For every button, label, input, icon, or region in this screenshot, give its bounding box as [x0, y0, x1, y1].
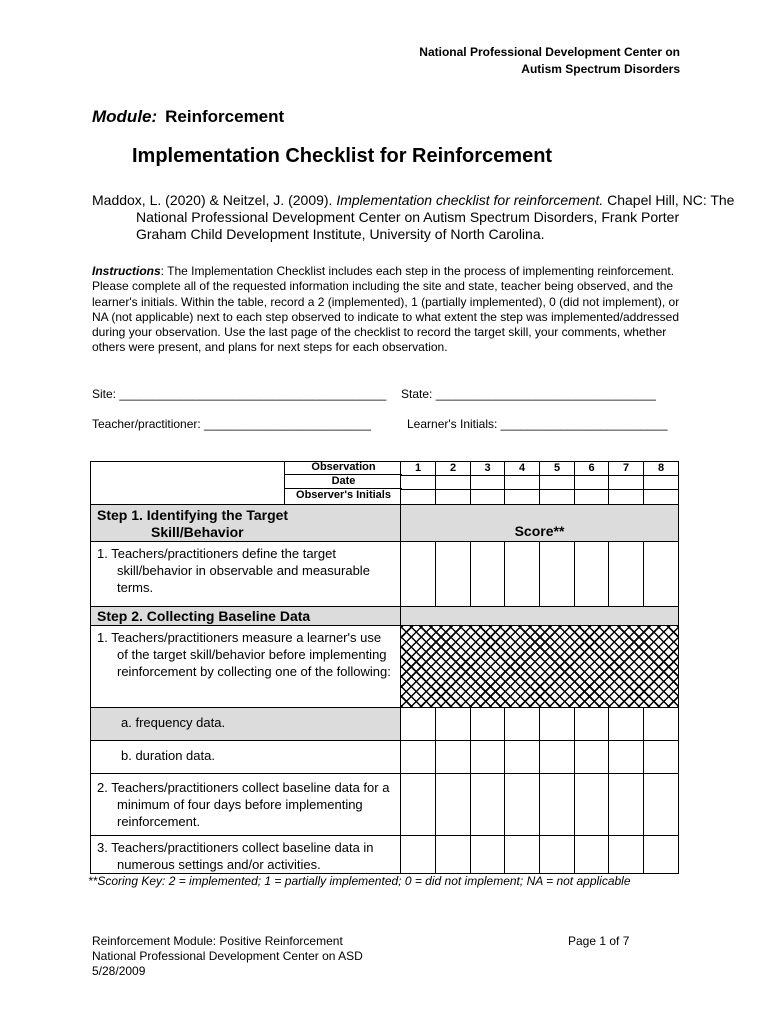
date-cell[interactable]: [609, 476, 644, 490]
score-cell[interactable]: [540, 836, 575, 874]
instructions-label: Instructions: [92, 264, 161, 278]
score-cell[interactable]: [471, 836, 505, 874]
observation-number: 4: [505, 462, 540, 476]
observation-number: 7: [609, 462, 644, 476]
instructions-text: : The Implementation Checklist includes each step in the process of implementing reinforcement. Please complete all of the requested information including the site and state, teacher being observed, and the learner's initials. Within the table, record a 2 (implemented), 1 (partially implemented), 0 (did not implement), or NA (not applicable) next to each step observed to indicate to what extent the step was implemented/addressed during your observation. Use the last page of the checklist to record the target skill, your comments, whether others were present, and plans for next steps for each observation.: [92, 264, 680, 355]
score-cell[interactable]: [505, 774, 540, 836]
date-cell[interactable]: [471, 476, 505, 490]
score-cell[interactable]: [609, 836, 644, 874]
score-cell[interactable]: [471, 708, 505, 741]
observation-number: 8: [644, 462, 679, 476]
score-cell[interactable]: [644, 774, 679, 836]
score-cell[interactable]: [644, 542, 679, 607]
state-field[interactable]: State: _________________________________: [401, 387, 656, 401]
citation-authors: Maddox, L. (2020) & Neitzel, J. (2009).: [92, 192, 333, 208]
date-cell[interactable]: [436, 476, 471, 490]
step-2-item-3: 3. Teachers/practitioners collect baseline data in numerous settings and/or activities.: [91, 836, 401, 874]
score-cell[interactable]: [401, 836, 436, 874]
header-line-1: National Professional Development Center on: [419, 45, 680, 59]
site-field[interactable]: Site: ________________________________________: [92, 387, 387, 401]
date-cell[interactable]: [575, 476, 609, 490]
observation-number: 2: [436, 462, 471, 476]
step-2-sub-b: b. duration data.: [91, 741, 401, 774]
step-2-heading: Step 2. Collecting Baseline Data: [91, 607, 401, 626]
score-cell[interactable]: [609, 774, 644, 836]
score-cell[interactable]: [505, 542, 540, 607]
score-cell[interactable]: [609, 542, 644, 607]
module-name: Reinforcement: [165, 107, 285, 126]
date-cell[interactable]: [505, 476, 540, 490]
header-line-2: Autism Spectrum Disorders: [521, 62, 680, 76]
score-cell[interactable]: [401, 708, 436, 741]
initials-cell[interactable]: [540, 490, 575, 505]
score-cell[interactable]: [436, 836, 471, 874]
citation-line-2: National Professional Development Center on Autism Spectrum Disorders, Frank Porter: [136, 209, 680, 225]
initials-cell[interactable]: [644, 490, 679, 505]
score-cell[interactable]: [505, 836, 540, 874]
step-2-fill: [401, 607, 679, 626]
observation-number: 1: [401, 462, 436, 476]
checklist-table: [90, 461, 679, 874]
score-cell[interactable]: [644, 708, 679, 741]
score-cell[interactable]: [540, 741, 575, 774]
score-cell[interactable]: [401, 542, 436, 607]
score-cell[interactable]: [540, 542, 575, 607]
initials-cell[interactable]: [401, 490, 436, 505]
score-cell[interactable]: [471, 741, 505, 774]
score-cell[interactable]: [401, 774, 436, 836]
module-heading: [92, 107, 284, 127]
score-cell[interactable]: [471, 542, 505, 607]
footer-line-1: Reinforcement Module: Positive Reinforcement: [92, 934, 343, 948]
score-cell[interactable]: [471, 774, 505, 836]
score-cell[interactable]: [575, 708, 609, 741]
observation-number: 5: [540, 462, 575, 476]
date-cell[interactable]: [401, 476, 436, 490]
score-cell[interactable]: [609, 741, 644, 774]
step-1-heading: Step 1. Identifying the Target Skill/Behavior: [91, 505, 401, 542]
observation-number: 6: [575, 462, 609, 476]
learner-initials-field[interactable]: Learner's Initials: _________________________: [407, 417, 668, 431]
score-cell[interactable]: [436, 708, 471, 741]
initials-cell[interactable]: [609, 490, 644, 505]
score-cell[interactable]: [575, 774, 609, 836]
scoring-key: **Scoring Key: 2 = implemented; 1 = partially implemented; 0 = did not implement; NA = not applicable: [88, 874, 631, 888]
observation-number: 3: [471, 462, 505, 476]
page-title: Implementation Checklist for Reinforcement: [132, 145, 553, 167]
observation-label: Observation: [285, 461, 402, 475]
citation-work: Implementation checklist for reinforcement.: [336, 192, 604, 208]
score-cell[interactable]: [505, 708, 540, 741]
citation-line-3: Graham Child Development Institute, University of North Carolina.: [136, 226, 545, 242]
initials-cell[interactable]: [436, 490, 471, 505]
score-cell[interactable]: [436, 542, 471, 607]
score-cell[interactable]: [575, 542, 609, 607]
score-cell[interactable]: [436, 741, 471, 774]
score-cell[interactable]: [540, 708, 575, 741]
score-cell[interactable]: [644, 741, 679, 774]
step-2-sub-a: a. frequency data.: [91, 708, 401, 741]
score-cell[interactable]: [609, 708, 644, 741]
score-cell[interactable]: [436, 774, 471, 836]
footer-line-2: National Professional Development Center on ASD: [92, 949, 363, 963]
score-cell[interactable]: [644, 836, 679, 874]
score-cell[interactable]: [401, 741, 436, 774]
instructions: [92, 264, 692, 356]
step-2-item-1: 1. Teachers/practitioners measure a learner's use of the target skill/behavior before implementing reinforcement by collecting one of the following:: [91, 626, 401, 708]
score-cell[interactable]: [540, 774, 575, 836]
score-cell[interactable]: [575, 836, 609, 874]
step-1-item-1: 1. Teachers/practitioners define the target skill/behavior in observable and measurable terms.: [91, 542, 401, 607]
module-label: Module:: [92, 107, 158, 126]
initials-cell[interactable]: [505, 490, 540, 505]
document-header: [419, 44, 680, 78]
date-label: Date: [285, 475, 402, 489]
citation: [92, 192, 737, 243]
initials-cell[interactable]: [575, 490, 609, 505]
step-2-item-2: 2. Teachers/practitioners collect baseline data for a minimum of four days before implementing reinforcement.: [91, 774, 401, 836]
teacher-field[interactable]: Teacher/practitioner: _________________________: [92, 417, 371, 431]
score-cell[interactable]: [575, 741, 609, 774]
hatched-cell: [401, 626, 679, 708]
date-cell[interactable]: [540, 476, 575, 490]
citation-publisher: Chapel Hill, NC: The: [607, 192, 735, 208]
observer-initials-label: Observer's Initials: [296, 489, 391, 501]
header-label-cell: [91, 462, 401, 505]
footer: [92, 934, 363, 979]
score-cell[interactable]: [505, 741, 540, 774]
page-number: Page 1 of 7: [568, 934, 630, 948]
footer-date: 5/28/2009: [92, 964, 146, 978]
date-cell[interactable]: [644, 476, 679, 490]
score-header: Score**: [401, 505, 679, 542]
initials-cell[interactable]: [471, 490, 505, 505]
